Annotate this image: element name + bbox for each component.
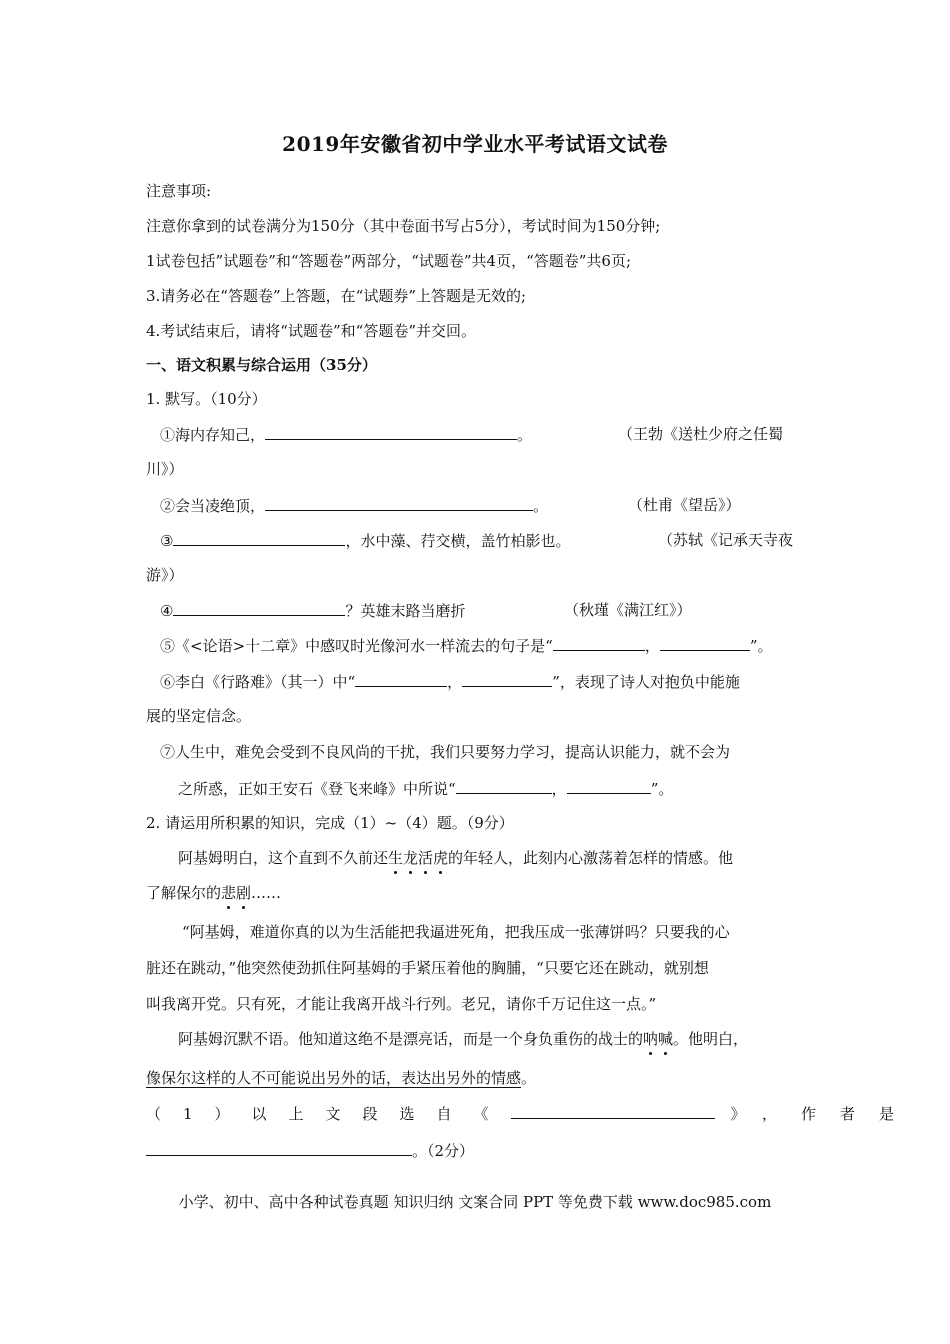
section-heading: 一、语文积累与综合运用（35分）	[146, 356, 377, 374]
sub-question-text: （1）以上文段选自《	[146, 1105, 511, 1123]
dotted-term-text: 呐喊	[643, 1030, 674, 1048]
passage-line: “阿基姆，难道你真的以为生活能把我逼进死角，把我压成一张薄饼吗？只要我的心	[182, 923, 730, 941]
dotted-term	[388, 849, 448, 867]
passage-text: 。他明白，	[673, 1030, 749, 1048]
answer-blank[interactable]	[456, 777, 552, 794]
passage-line	[178, 847, 733, 869]
notice-header: 注意事项:	[146, 182, 212, 200]
q1-item-6-comma: ，	[447, 673, 463, 691]
q1-item-5-text: ⑤《<论语>十二章》中感叹时光像河水一样流去的句子是“	[160, 637, 553, 655]
dotted-term	[221, 884, 251, 902]
q1-item-6	[160, 670, 740, 693]
q1-item-2-text: ②会当凌绝顶，	[160, 497, 266, 515]
q1-item-1-text: ①海内存知己，	[160, 426, 266, 444]
answer-blank[interactable]	[462, 670, 552, 687]
answer-blank[interactable]	[173, 529, 345, 546]
q1-item-1	[160, 423, 532, 446]
q1-item-1-end: 。	[517, 426, 533, 444]
passage-line: 脏还在跳动，”他突然使劲抓住阿基姆的手紧压着他的胸脯，“只要它还在跳动，就别想	[146, 959, 709, 977]
passage-line: 叫我离开党。只有死，才能让我离开战斗行列。老兄，请你千万记住这一点。”	[146, 995, 657, 1013]
q1-item-3-text: ，水中藻、荇交横，盖竹柏影也。	[345, 532, 571, 550]
notice-item: 3.请务必在“答题卷”上答题，在“试题券”上答题是无效的;	[146, 287, 527, 305]
sub-question-text: 。（2分）	[412, 1142, 475, 1160]
q1-item-7-end: ”。	[650, 780, 674, 798]
q1-item-3	[160, 529, 570, 552]
passage-line	[146, 882, 281, 904]
passage-text: 。	[521, 1069, 537, 1087]
q1-item-1-source-cont: 川》）	[146, 460, 184, 478]
q1-item-7-text: 之所惑，正如王安石《登飞来峰》中所说“	[178, 780, 456, 798]
q1-item-3-source: （苏轼《记承天寺夜	[658, 531, 794, 549]
page-footer: 小学、初中、高中各种试卷真题 知识归纳 文案合同 PPT 等免费下载 www.doc985.com	[178, 1193, 772, 1211]
q1-item-2	[160, 494, 548, 517]
question-2-label: 2. 请运用所积累的知识，完成（1）~（4）题。（9分）	[146, 814, 514, 832]
notice-item: 注意你拿到的试卷满分为150分（其中卷面书写占5分），考试时间为150分钟;	[146, 217, 661, 235]
dotted-term	[643, 1030, 673, 1048]
notice-item: 4.考试结束后，请将“试题卷”和“答题卷”并交回。	[146, 322, 476, 340]
q1-item-7-comma: ，	[551, 780, 567, 798]
dotted-term-text: 悲剧	[221, 884, 252, 902]
notice-item: 1试卷包括”试题卷”和“答题卷”两部分，“试题卷”共4页，“答题卷”共6页;	[146, 252, 632, 270]
passage-text: 的年轻人，此刻内心激荡着怎样的情感。他	[448, 849, 734, 867]
q1-item-5-end: ”。	[749, 637, 773, 655]
q1-item-4-num: ④	[160, 602, 174, 620]
answer-blank[interactable]	[553, 634, 645, 651]
answer-blank[interactable]	[146, 1139, 412, 1156]
question-1-label: 1. 默写。（10分）	[146, 390, 267, 408]
q1-item-3-num: ③	[160, 532, 174, 550]
dotted-term-text: 生龙活虎	[388, 849, 449, 867]
passage-line	[146, 1067, 536, 1089]
q1-item-6-text-end: ”，表现了诗人对抱负中能施	[552, 673, 740, 691]
passage-text: 阿基姆沉默不语。他知道这绝不是漂亮话，而是一个身负重伤的战士的	[178, 1030, 644, 1048]
q1-item-5	[160, 634, 773, 657]
passage-text: ……	[251, 884, 282, 902]
answer-blank[interactable]	[265, 423, 517, 440]
q1-item-4-source: （秋瑾《满江红》）	[564, 601, 692, 619]
passage-text: 阿基姆明白，这个直到不久前还	[178, 849, 389, 867]
q1-item-2-end: 。	[533, 497, 549, 515]
sub-question-1	[146, 1102, 918, 1125]
q1-item-6-text: ⑥李白《行路难》（其一）中“	[160, 673, 356, 691]
q1-item-1-source: （王勃《送杜少府之任蜀	[618, 425, 784, 443]
q1-item-6-cont: 展的坚定信念。	[146, 707, 252, 725]
q1-item-5-comma: ，	[644, 637, 660, 655]
q1-item-7-cont	[178, 777, 673, 800]
q1-item-4-text: ？英雄末路当磨折	[345, 602, 466, 620]
page-title: 2019年安徽省初中学业水平考试语文试卷	[282, 132, 668, 156]
passage-line	[178, 1028, 748, 1050]
sub-question-text: 》，作者是	[730, 1105, 919, 1123]
passage-text: 了解保尔的	[146, 884, 222, 902]
q1-item-7: ⑦人生中，难免会受到不良风尚的干扰，我们只要努力学习，提高认识能力，就不会为	[160, 743, 731, 761]
q1-item-2-source: （杜甫《望岳》）	[628, 496, 741, 514]
answer-blank[interactable]	[265, 494, 533, 511]
q1-item-3-source-cont: 游》）	[146, 566, 184, 584]
underlined-sentence: 像保尔这样的人不可能说出另外的话，表达出另外的情感	[146, 1069, 522, 1087]
answer-blank[interactable]	[173, 599, 345, 616]
sub-question-1-cont	[146, 1139, 474, 1162]
answer-blank[interactable]	[567, 777, 651, 794]
answer-blank[interactable]	[355, 670, 447, 687]
q1-item-4	[160, 599, 465, 622]
answer-blank[interactable]	[660, 634, 750, 651]
answer-blank[interactable]	[511, 1102, 715, 1119]
